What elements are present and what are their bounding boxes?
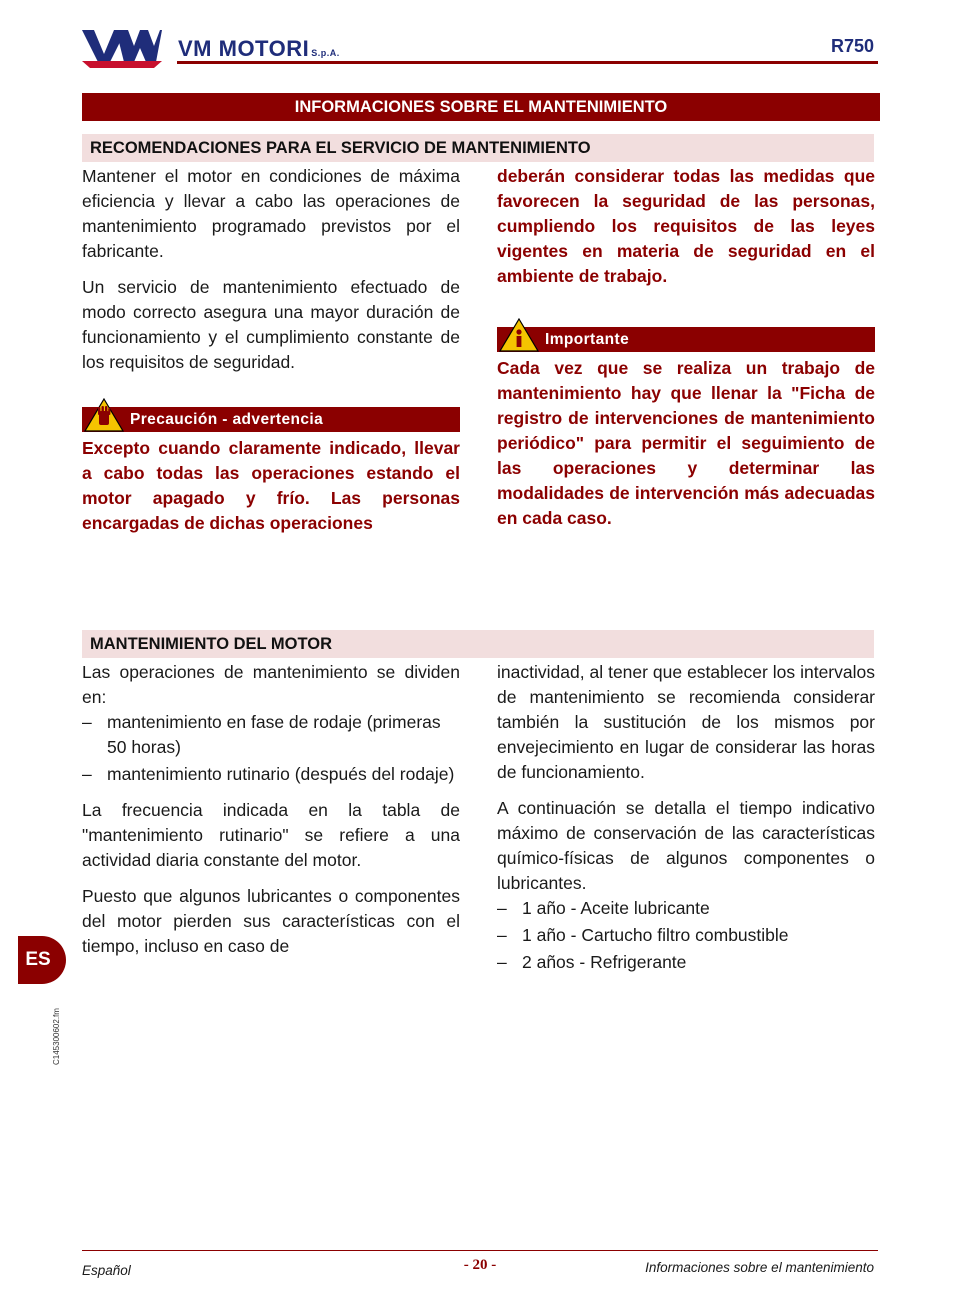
list-item: – 1 año - Aceite lubricante [497,898,710,918]
language-tab: ES [18,936,66,984]
paragraph: Un servicio de mantenimiento efectuado de modo correcto asegura una mayor duración de funcionamiento y el cumplimiento constante de los requisitos de seguridad. [82,277,460,372]
info-triangle-icon [499,318,539,352]
list-item-text: 1 año - Aceite lubricante [522,898,710,918]
list-item: – mantenimiento en fase de rodaje (primeras 50 horas) [82,712,441,757]
footer-language: Español [82,1263,131,1278]
model-code: R750 [830,36,874,56]
important-label: Importante [545,331,630,348]
section1-right-column [497,164,875,542]
brand-name [178,36,340,62]
warning-text: Excepto cuando claramente indicado, llevar a cabo todas las operaciones estando el motor apagado y frío. Las personas encargadas de dichas operaciones [82,438,460,533]
paragraph: Puesto que algunos lubricantes o componentes del motor pierden sus características con el tiempo, incluso en caso de [82,886,460,956]
paragraph: inactividad, al tener que establecer los intervalos de mantenimiento se recomienda considerar también la sustitución de los mismos por envejecimiento en lugar de considerar las horas de funcionamiento. [497,662,875,782]
list-item: – 1 año - Cartucho filtro combustible [497,925,789,945]
brand-text: VM MOTORI [178,36,310,61]
header-rule [177,61,878,64]
important-text: Cada vez que se realiza un trabajo de mantenimiento hay que llenar la "Ficha de registro de intervenciones de mantenimiento periódico" para permitir el seguimiento de las operaciones y determinar las modalidades de intervención más adecuadas en cada caso. [497,358,875,528]
warning-banner [82,407,460,432]
paragraph: Mantener el motor en condiciones de máxima eficiencia y llevar a cabo las operaciones de mantenimiento programado previstos por el fabricante. [82,166,460,261]
list-item: – mantenimiento rutinario (después del rodaje) [82,764,455,784]
section-title-recomendaciones: RECOMENDACIONES PARA EL SERVICIO DE MANTENIMIENTO [82,134,874,162]
footer-chapter: Informaciones sobre el mantenimiento [645,1260,874,1275]
file-code: C145300602.fm [52,1008,61,1065]
section2-left-column [82,660,460,970]
stop-hand-icon [84,398,124,432]
list-item-text: 1 año - Cartucho filtro combustible [522,925,789,945]
list-item-text: mantenimiento en fase de rodaje (primeras 50 horas) [107,712,441,757]
paragraph: A continuación se detalla el tiempo indicativo máximo de conservación de las características químico-físicas de algunos componentes o lubricantes. [497,798,875,893]
section-title-mantenimiento-motor: MANTENIMIENTO DEL MOTOR [82,630,874,658]
important-banner [497,327,875,352]
warning-text-continued: deberán considerar todas las medidas que favorecen la seguridad de las personas, cumpliendo los requisitos de las leyes vigentes en materia de seguridad en el ambiente de trabajo. [497,166,875,286]
list-item-text: 2 años - Refrigerante [522,952,687,972]
page-number: - 20 - [463,1257,497,1273]
paragraph: La frecuencia indicada en la tabla de "mantenimiento rutinario" se refiere a una actividad diaria constante del motor. [82,800,460,870]
section2-right-column [497,660,875,977]
list-item-text: mantenimiento rutinario (después del rodaje) [107,764,455,784]
vm-logo-icon [82,28,162,68]
footer-rule [82,1250,878,1251]
chapter-title: INFORMACIONES SOBRE EL MANTENIMIENTO [82,93,880,121]
paragraph: Las operaciones de mantenimiento se dividen en: [82,662,460,707]
warning-label: Precaución - advertencia [130,411,324,428]
section1-left-column [82,164,460,547]
brand-suffix: S.p.A. [311,48,340,58]
list-item: – 2 años - Refrigerante [497,952,687,972]
